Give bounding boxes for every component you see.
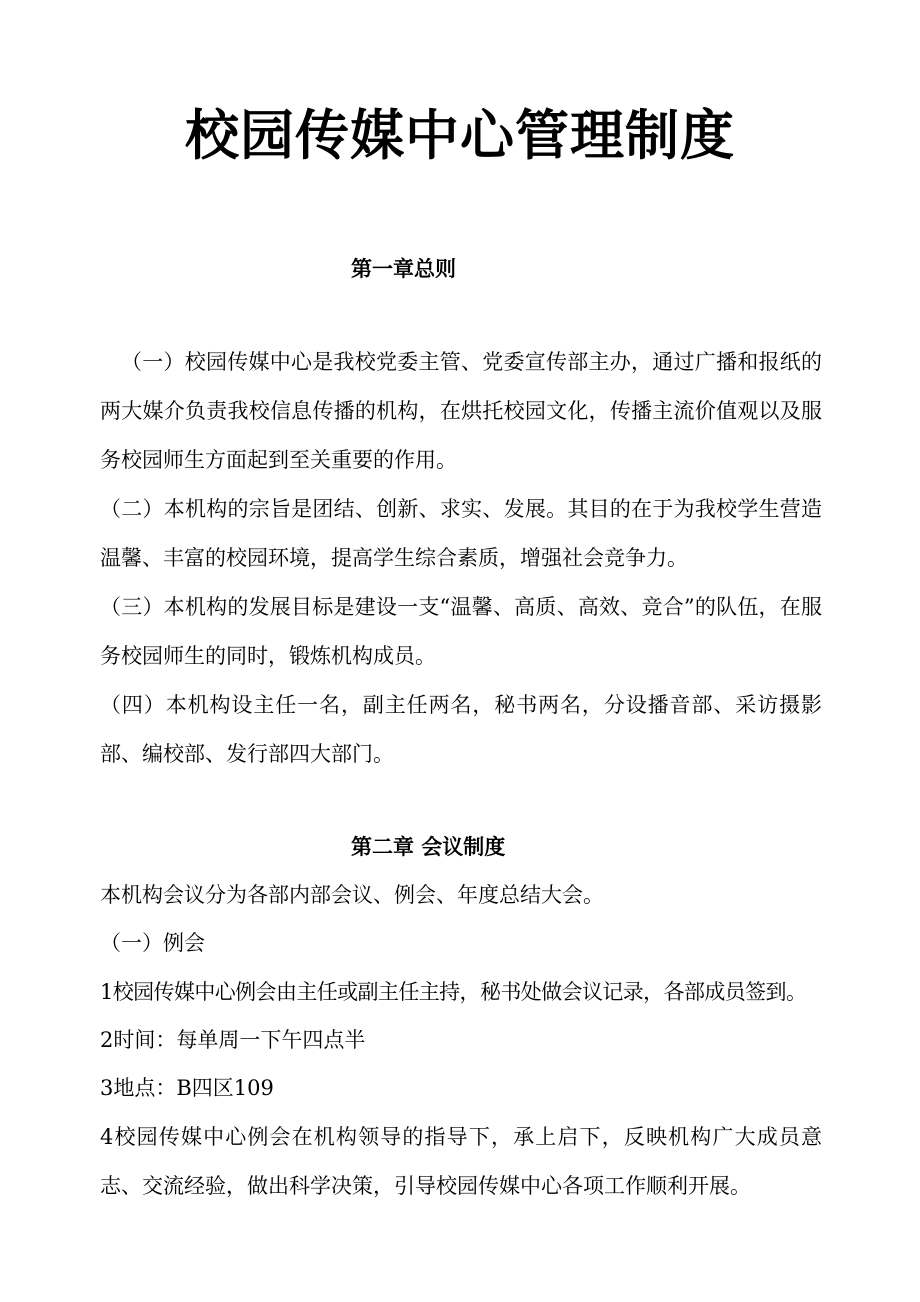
chapter-1-heading: 第一章总则 (351, 257, 456, 281)
chapter-2-intro: 本机构会议分为各部内部会议、例会、年度总结大会。 (100, 883, 604, 907)
document-title: 校园传媒中心管理制度 (185, 104, 735, 167)
chapter-2-item-3: 3地点：B四区109 (100, 1076, 274, 1100)
chapter-2-heading: 第二章 会议制度 (351, 835, 506, 859)
chapter-1-paragraph-4: （四）本机构设主任一名，副主任两名，秘书两名，分设播音部、采访摄影部、编校部、发行部四大部门。 (100, 693, 822, 766)
chapter-1-paragraph-1: （一）校园传媒中心是我校党委主管、党委宣传部主办，通过广播和报纸的两大媒介负责我校信息传播的机构，在烘托校园文化，传播主流价值观以及服务校园师生方面起到至关重要的作用。 (100, 350, 822, 472)
chapter-1-paragraph-3: （三）本机构的发展目标是建设一支“温馨、高质、高效、竞合”的队伍，在服务校园师生的同时，锻炼机构成员。 (100, 595, 822, 668)
chapter-1-paragraph-2: （二）本机构的宗旨是团结、创新、求实、发展。其目的在于为我校学生营造温馨、丰富的校园环境，提高学生综合素质，增强社会竞争力。 (100, 497, 822, 570)
chapter-2-section-1-title: （一）例会 (100, 931, 205, 955)
chapter-2-item-1: 1校园传媒中心例会由主任或副主任主持，秘书处做会议记录，各部成员签到。 (100, 980, 807, 1004)
chapter-2-item-4: 4校园传媒中心例会在机构领导的指导下，承上启下，反映机构广大成员意志、交流经验，做出科学决策，引导校园传媒中心各项工作顺利开展。 (100, 1125, 822, 1198)
chapter-2-item-2: 2时间：每单周一下午四点半 (100, 1028, 366, 1052)
